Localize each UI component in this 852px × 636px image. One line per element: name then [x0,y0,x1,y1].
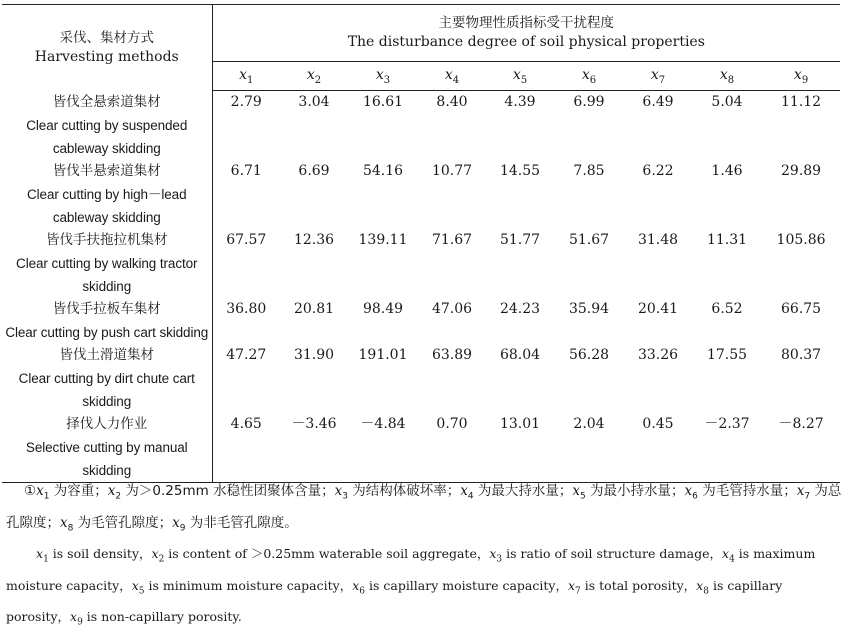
value-cell: 35.94 [568,300,610,317]
note-item-en [131,577,353,597]
note-item-zh [36,483,108,502]
note-variable-symbol: x [151,546,159,562]
table-row [2,229,840,298]
note-definition-en: is non-capillary porosity. [82,609,242,625]
table-row [2,91,840,160]
note-chinese [6,478,842,541]
variable-header [280,62,348,91]
method-name-en: skidding [82,278,132,294]
value-cell: 105.86 [776,231,826,248]
note-variable-symbol: x [684,483,693,499]
table-row [2,160,840,229]
method-name-en: Selective cutting by manual [25,439,188,455]
variable-subscript: 1 [247,74,254,86]
note-variable-symbol: x [36,546,44,562]
note-definition-en: is maximum moisture capacity， [6,546,816,593]
note-variable-subscript: 6 [359,586,365,597]
method-name-en: skidding [82,462,132,478]
method-cell [2,229,212,298]
variable-subscript: 9 [801,74,809,86]
note-item-zh [334,483,461,502]
value-cell: 47.27 [226,346,267,363]
note-definition-en: is capillary porosity， [6,577,783,625]
method-cell [2,160,212,229]
variable-header [554,62,624,91]
value-cell: 2.79 [230,94,262,110]
value-cell: 51.77 [499,231,541,248]
value-cell: 63.89 [431,346,473,363]
variable-symbol: x [512,66,521,83]
note-item-zh [572,483,685,502]
value-cell: 54.16 [362,162,404,179]
value-cell: 3.04 [298,94,330,110]
variable-symbol: x [444,66,453,83]
note-variable-symbol: x [131,577,139,593]
note-variable-symbol: x [352,577,360,593]
value-cell: 6.69 [298,162,330,179]
value-cell: 0.45 [642,415,674,432]
variable-subscript: 7 [658,74,666,86]
note-variable-subscript: 7 [804,491,811,502]
method-header-en: Harvesting methods [34,48,179,65]
variable-subscript: 2 [314,74,322,86]
method-cell [2,298,212,344]
value-cell: 6.22 [642,162,674,179]
value-cell: 51.67 [568,231,610,248]
note-marker: ① [24,483,37,499]
variable-header [624,62,692,91]
variable-subscript: 8 [727,74,735,86]
note-variable-symbol: x [796,483,805,499]
method-name-zh: 择伐人力作业 [66,415,148,432]
note-definition-zh: 为最小持水量； [585,483,685,499]
note-definition-zh: 为毛管孔隙度； [73,514,173,531]
note-variable-symbol: x [572,483,581,499]
note-definition-zh: 为＞0.25mm 水稳性团聚体含量； [121,483,335,499]
variable-subscript: 4 [452,74,460,86]
note-item-en [489,546,723,565]
note-definition-zh: 为容重； [49,483,108,499]
note-definition-en: is ratio of soil structure damage， [502,546,723,562]
value-cell: 11.12 [781,94,822,110]
note-variable-symbol: x [696,577,704,593]
variable-symbol: x [793,66,802,83]
method-column-header [2,5,212,91]
variable-subscript: 5 [520,74,528,86]
note-item-zh [107,483,335,502]
note-variable-symbol: x [36,483,44,499]
value-cell: 4.65 [230,415,262,432]
note-definition-en: is minimum moisture capacity， [144,577,353,593]
method-header-zh: 采伐、集材方式 [59,29,154,46]
note-item-zh [60,514,173,534]
method-name-zh: 皆伐半悬索道集材 [52,162,161,179]
note-definition-en: is content of ＞0.25mm waterable soil aggregate， [164,546,490,562]
note-variable-subscript: 5 [580,491,586,502]
table-body [2,91,840,483]
note-item-zh [172,514,298,534]
note-variable-subscript: 3 [342,491,348,502]
variable-header [692,62,762,91]
note-definition-zh: 为结构体破坏率； [347,483,461,499]
value-cell: 71.67 [431,231,473,248]
method-name-en: Clear cutting by walking tractor [16,255,198,271]
value-cell: 191.01 [358,346,408,363]
note-variable-subscript: 1 [43,554,49,565]
value-cell: 10.77 [431,162,473,179]
note-variable-symbol: x [460,483,468,499]
variable-symbol: x [239,66,248,83]
value-cell: －8.27 [778,415,824,432]
method-name-en: Clear cutting by push cart skidding [5,324,209,340]
method-name-en: cableway skidding [52,209,161,225]
method-cell [2,91,212,160]
value-cell: 29.89 [781,162,822,179]
variable-symbol: x [650,66,659,83]
table-row [2,298,840,344]
value-cell: 66.75 [781,300,822,317]
method-name-en: skidding [82,393,132,409]
note-definition-zh: 为总孔隙度； [6,483,842,531]
table-row [2,344,840,413]
table-notes [6,478,842,636]
note-english [6,541,842,636]
method-name-zh: 皆伐全悬索道集材 [52,93,161,110]
note-variable-symbol: x [567,577,576,593]
note-definition-en: is capillary moisture capacity， [365,577,568,593]
value-cell: 80.37 [781,346,822,363]
group-column-header [212,5,840,62]
table-row [2,413,840,483]
value-cell: 1.46 [711,162,743,179]
method-name-en: cableway skidding [52,140,161,156]
note-variable-symbol: x [60,514,68,531]
note-variable-subscript: 5 [138,586,145,597]
value-cell: 0.70 [436,415,468,432]
method-name-zh: 皆伐手拉板车集材 [52,300,161,317]
note-variable-symbol: x [70,609,78,625]
value-cell: 20.81 [293,300,335,317]
value-cell: －4.84 [360,415,406,432]
group-header-en: The disturbance degree of soil physical properties [347,34,705,50]
variable-header [348,62,418,91]
variable-subscript: 6 [589,74,597,86]
note-variable-subscript: 9 [77,617,83,628]
note-variable-subscript: 2 [115,491,122,502]
note-variable-subscript: 8 [703,586,709,597]
note-variable-subscript: 9 [179,523,186,534]
note-variable-subscript: 6 [692,491,698,502]
value-cell: 47.06 [431,300,473,317]
method-name-en: Clear cutting by dirt chute cart [18,370,195,386]
note-item-en [352,577,568,597]
group-header-zh: 主要物理性质指标受干扰程度 [438,15,615,31]
value-cell: 13.01 [499,415,541,432]
note-variable-subscript: 3 [496,554,503,565]
value-cell: 6.52 [711,300,743,317]
note-variable-symbol: x [107,483,116,499]
variable-symbol: x [306,66,315,83]
variable-header [486,62,554,91]
variable-header [418,62,486,91]
note-item-en [70,609,242,628]
note-variable-subscript: 7 [575,586,581,597]
method-name-zh: 皆伐手扶拖拉机集材 [46,231,168,248]
note-item-en [36,546,152,565]
method-name-en: Clear cutting by high－lead [27,186,187,202]
note-definition-en: is soil density， [48,546,152,562]
method-cell [2,413,212,483]
value-cell: 20.41 [637,300,679,317]
note-definition-zh: 为非毛管孔隙度。 [185,514,298,531]
value-cell: 24.23 [499,300,541,317]
value-cell: 56.28 [568,346,610,363]
note-variable-subscript: 2 [158,554,165,565]
note-variable-subscript: 1 [43,491,50,502]
value-cell: 12.36 [293,231,335,248]
variable-symbol: x [375,66,384,83]
value-cell: 68.04 [499,346,541,363]
note-variable-subscript: 4 [729,554,735,565]
note-definition-en: is total porosity， [580,577,697,593]
variable-symbol: x [719,66,728,83]
method-name-zh: 皆伐土滑道集材 [59,346,154,363]
method-name-en: Clear cutting by suspended [26,117,188,133]
value-cell: 6.71 [230,162,262,179]
variable-subscript: 3 [383,74,391,86]
value-cell: －2.37 [704,415,750,432]
value-cell: 17.55 [706,346,748,363]
value-cell: 139.11 [358,231,408,248]
note-variable-subscript: 8 [67,523,74,534]
value-cell: 67.57 [226,231,267,248]
value-cell: 98.49 [362,300,404,317]
value-cell: －3.46 [291,415,337,432]
value-cell: 6.99 [573,94,605,110]
note-item-zh [684,483,797,502]
value-cell: 4.39 [504,94,536,110]
value-cell: 36.80 [226,300,267,317]
value-cell: 14.55 [499,162,541,179]
note-variable-symbol: x [722,546,730,562]
note-definition-zh: 为毛管持水量； [697,483,797,499]
note-item-en [151,546,490,565]
value-cell: 33.26 [637,346,679,363]
note-item-zh [460,483,573,502]
variable-symbol: x [581,66,590,83]
note-item-en [567,577,697,597]
method-cell [2,344,212,413]
variable-header [212,62,280,91]
note-variable-symbol: x [489,546,497,562]
value-cell: 8.40 [436,94,468,110]
value-cell: 6.49 [642,94,674,110]
value-cell: 16.61 [362,94,404,110]
disturbance-table [2,4,840,483]
value-cell: 31.48 [637,231,679,248]
variable-header [762,62,840,91]
note-variable-subscript: 4 [467,491,474,502]
value-cell: 5.04 [711,94,743,110]
note-variable-symbol: x [334,483,343,499]
value-cell: 31.90 [293,346,335,363]
value-cell: 7.85 [573,162,605,179]
note-variable-symbol: x [172,514,180,531]
note-definition-zh: 为最大持水量； [473,483,573,499]
value-cell: 11.31 [706,231,748,248]
value-cell: 2.04 [573,415,605,432]
